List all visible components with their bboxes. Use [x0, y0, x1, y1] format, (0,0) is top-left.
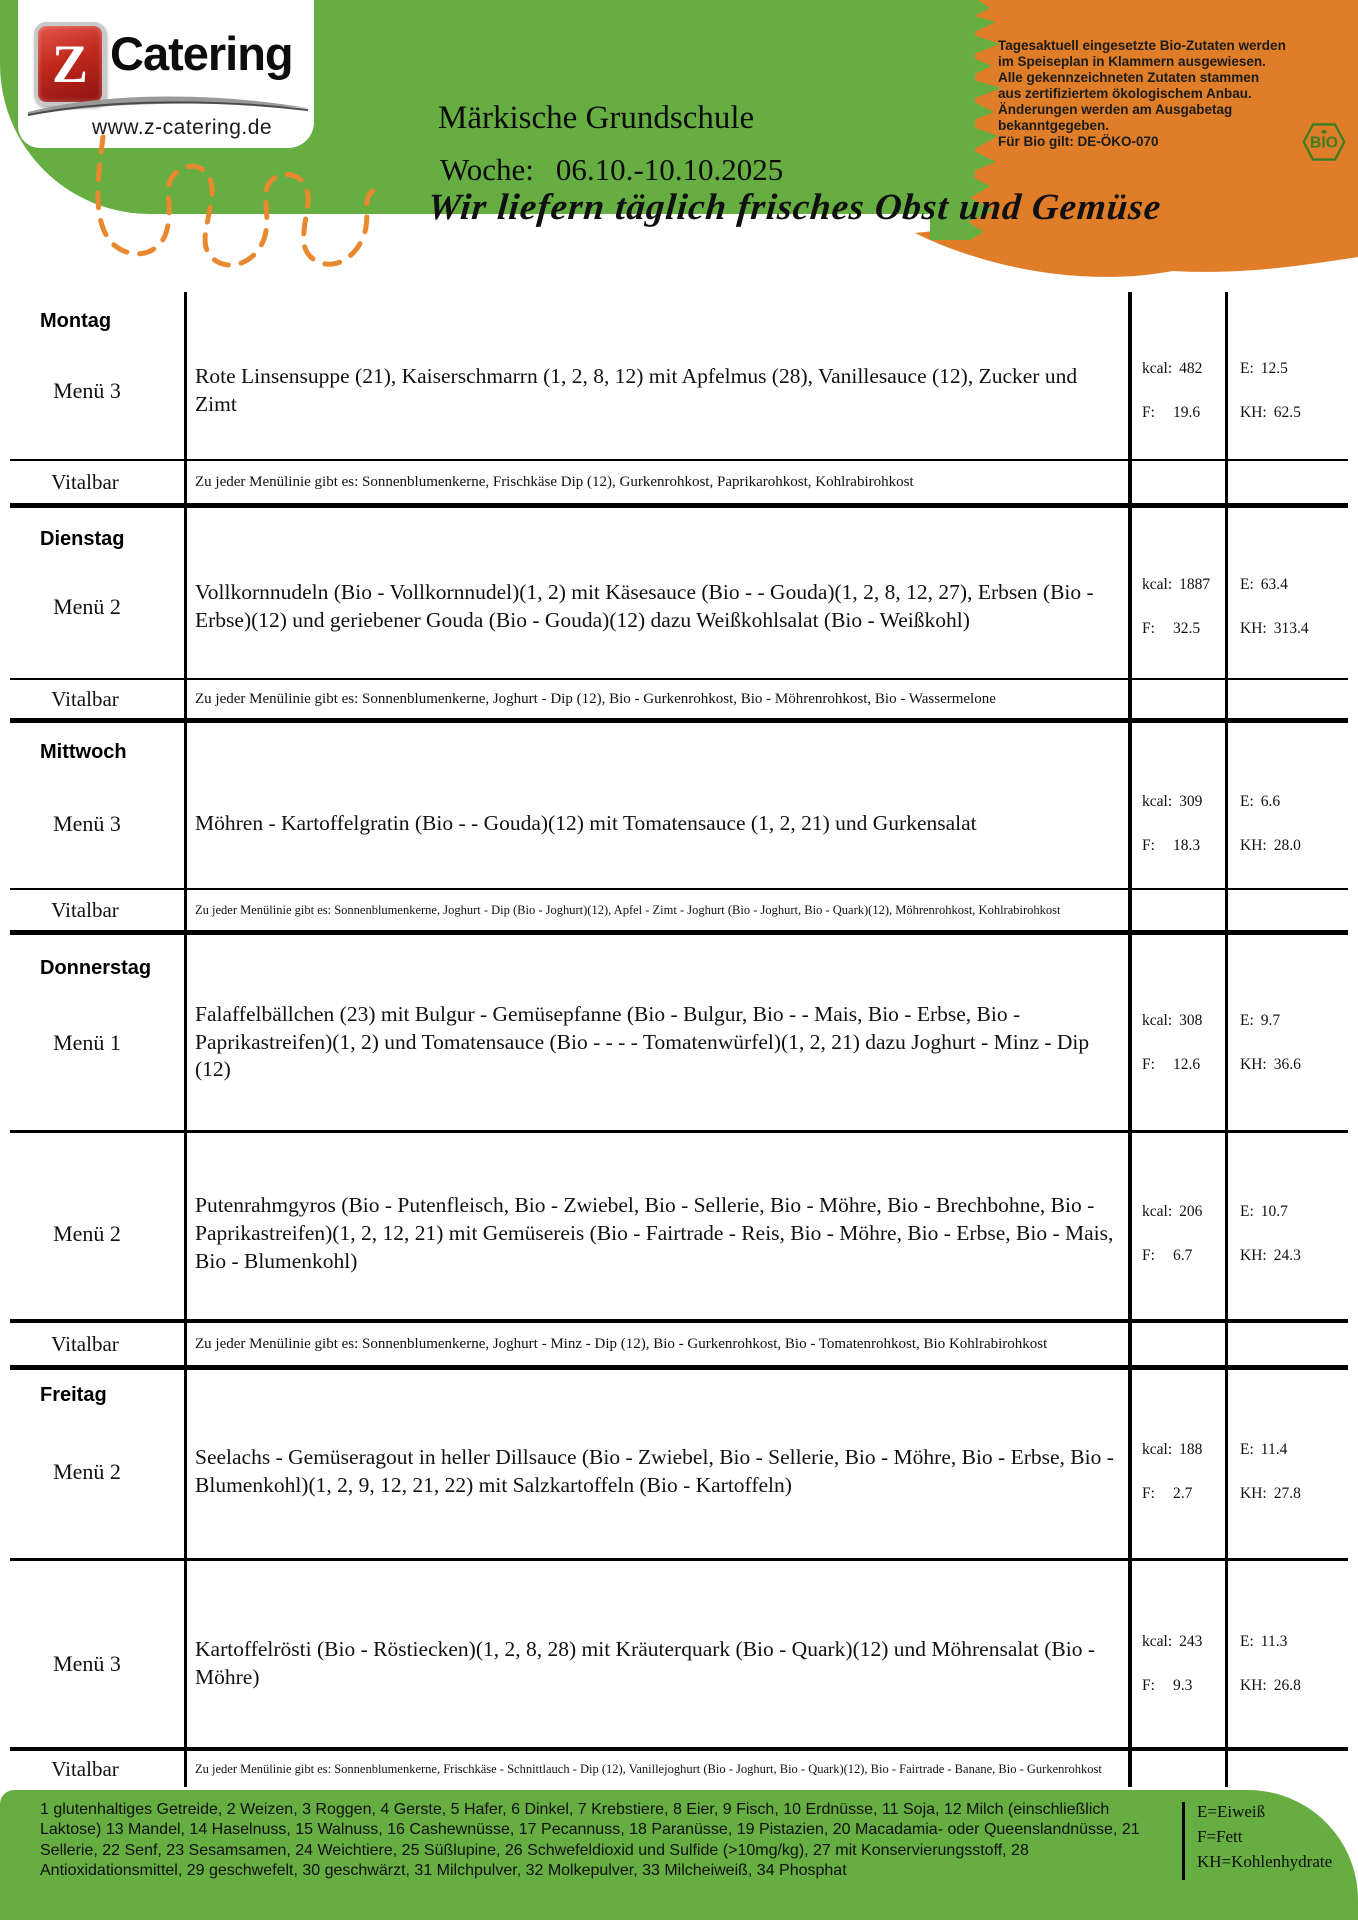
menu-description: Falaffelbällchen (23) mit Bulgur - Gemüsepfanne (Bio - Bulgur, Bio - - Mais, Bio - Erbse, Bio - Paprikastreifen)(1, 2) und Tomatensauce (Bio - - - - Tomatenwürfel)(1, 2, 21) dazu Joghurt - Minz - Dip (12) — [195, 1001, 1090, 1082]
day-label: Montag — [40, 310, 112, 332]
menu-row — [10, 508, 1348, 678]
fat-value: F: 2.7 — [1142, 1485, 1193, 1502]
vitalbar-row — [10, 888, 1348, 930]
menu-description: Rote Linsensuppe (21), Kaiserschmarrn (1, 2, 8, 12) mit Apfelmus (28), Vanillesauce (12), Zucker und Zimt — [195, 363, 1078, 416]
legend-carbs: KH=Kohlenhydrate — [1197, 1852, 1333, 1871]
nutrition-legend — [1182, 1802, 1332, 1880]
brand-name: Catering — [110, 27, 293, 80]
fat-value: F: 9.3 — [1142, 1677, 1193, 1694]
allergen-list: 1 glutenhaltiges Getreide, 2 Weizen, 3 Roggen, 4 Gerste, 5 Hafer, 6 Dinkel, 7 Krebstiere, 8 Eier, 9 Fisch, 10 Erdnüsse, 11 Soja, 12 Milch (einschließlich Laktose) 13 Mandel, 14 Haselnuss, 15 Walnuss, 16 Cashewnüsse, 17 Pecannuss, 18 Paranüsse, 19 Pistazien, 20 Macadamia- oder Queenslandnüsse, 21 Sellerie, 22 Senf, 23 Sesamsamen, 24 Weichtiere, 25 Süßlupine, 26 Schwefeldioxid und Sulfide (>10mg/kg), 27 mit Konservierungsstoff, 28 Antioxidationsmittel, 29 geschwefelt, 30 geschwärzt, 31 Milchpulver, 32 Molkepulver, 33 Milcheiweiß, 34 Phosphat — [40, 1801, 1140, 1879]
menu-label: Menü 3 — [53, 377, 121, 403]
tagline: Wir liefern täglich frisches Obst und Gemüse — [426, 187, 1164, 228]
carbs-value: KH: 24.3 — [1240, 1247, 1301, 1264]
kcal-value: kcal: 482 — [1142, 359, 1203, 377]
fat-value: F: 32.5 — [1142, 620, 1201, 637]
day-section-mittwoch — [10, 723, 1348, 935]
menu-description: Putenrahmgyros (Bio - Putenfleisch, Bio - Zwiebel, Bio - Sellerie, Bio - Möhre, Bio - Brechbohne, Bio - Paprikastreifen)(1, 2, 12, 21) mit Gemüsereis (Bio - Fairtrade - Reis, Bio - Möhre, Bio - Erbse, Bio - Mais, Bio - Blumenkohl) — [195, 1193, 1114, 1273]
menu-row — [10, 935, 1348, 1130]
menu-label: Menü 2 — [53, 594, 121, 619]
day-section-dienstag — [10, 508, 1348, 723]
menu-description: Möhren - Kartoffelgratin (Bio - - Gouda)(12) mit Tomatensauce (1, 2, 21) und Gurkensalat — [195, 810, 977, 835]
carbs-value: KH: 62.5 — [1240, 403, 1301, 421]
menu-label: Menü 2 — [53, 1221, 121, 1246]
bio-notice-line: Änderungen werden am Ausgabetag — [998, 101, 1233, 117]
weekly-menu-table — [10, 292, 1348, 1787]
week-label: Woche: — [440, 152, 534, 187]
protein-value: E: 11.4 — [1240, 1441, 1288, 1458]
menu-label: Menü 2 — [53, 1459, 121, 1484]
school-name: Märkische Grundschule — [438, 100, 755, 136]
vitalbar-row — [10, 1319, 1348, 1365]
kcal-value: kcal: 243 — [1142, 1633, 1203, 1650]
menu-row — [10, 1558, 1348, 1747]
vitalbar-label: Vitalbar — [51, 1756, 119, 1781]
carbs-value: KH: 28.0 — [1240, 836, 1301, 854]
brand-website: www.z-catering.de — [92, 116, 273, 139]
logo-letter: Z — [51, 34, 89, 94]
vitalbar-label: Vitalbar — [51, 1331, 119, 1356]
svg-text:BIO: BIO — [1310, 134, 1338, 152]
vitalbar-text: Zu jeder Menülinie gibt es: Sonnenblumenkerne, Joghurt - Minz - Dip (12), Bio - Gurkenrohkost, Bio - Tomatenrohkost, Bio Kohlrabirohkost — [195, 1336, 1048, 1352]
vitalbar-text: Zu jeder Menülinie gibt es: Sonnenblumenkerne, Frischkäse Dip (12), Gurkenrohkost, Paprikarohkost, Kohlrabirohkost — [195, 474, 914, 490]
vitalbar-text: Zu jeder Menülinie gibt es: Sonnenblumenkerne, Joghurt - Dip (Bio - Joghurt)(12), Apfel - Zimt - Joghurt (Bio - Joghurt, Bio - Quark)(12), Möhrenrohkost, Kohlrabirohkost — [195, 902, 1061, 917]
legend-protein: E=Eiweiß — [1197, 1802, 1266, 1821]
vitalbar-text: Zu jeder Menülinie gibt es: Sonnenblumenkerne, Frischkäse - Schnittlauch - Dip (12), Vanillejoghurt (Bio - Joghurt, Bio - Quark)(12), Bio - Fairtrade - Banane, Bio - Gurkenrohkost — [195, 1761, 1102, 1776]
day-section-montag — [10, 292, 1348, 508]
dashed-flourish-decoration — [80, 125, 500, 285]
bio-notice-line: bekanntgegeben. — [998, 117, 1110, 133]
protein-value: E: 11.3 — [1240, 1633, 1288, 1650]
carbs-value: KH: 26.8 — [1240, 1677, 1301, 1694]
orange-brush-swash — [915, 231, 1358, 301]
kcal-value: kcal: 1887 — [1142, 576, 1211, 593]
carbs-value: KH: 313.4 — [1240, 620, 1309, 637]
bio-notice-line: Alle gekennzeichneten Zutaten stammen — [998, 69, 1260, 85]
bio-notice-line: Tagesaktuell eingesetzte Bio-Zutaten werden — [998, 38, 1286, 53]
menu-row — [10, 723, 1348, 888]
day-label: Freitag — [40, 1384, 107, 1406]
kcal-value: kcal: 309 — [1142, 792, 1203, 810]
menu-row — [10, 292, 1348, 459]
fat-value: F: 6.7 — [1142, 1247, 1193, 1264]
vitalbar-row — [10, 678, 1348, 718]
menu-label: Menü 3 — [53, 810, 121, 836]
week-value: 06.10.-10.10.2025 — [555, 152, 784, 187]
protein-value: E: 9.7 — [1240, 1011, 1281, 1029]
vitalbar-label: Vitalbar — [51, 469, 119, 494]
day-section-donnerstag — [10, 935, 1348, 1370]
fat-value: F: 12.6 — [1142, 1055, 1201, 1073]
menu-description: Seelachs - Gemüseragout in heller Dillsauce (Bio - Zwiebel, Bio - Sellerie, Bio - Möhre, Bio - Erbse, Bio - Blumenkohl)(1, 2, 9, 12, 21, 22) mit Salzkartoffeln (Bio - Kartoffeln) — [195, 1445, 1114, 1497]
kcal-value: kcal: 308 — [1142, 1011, 1203, 1029]
footer — [0, 1790, 1358, 1920]
day-label: Dienstag — [40, 528, 125, 550]
bio-seal-icon — [1296, 118, 1352, 166]
protein-value: E: 12.5 — [1240, 359, 1288, 377]
legend-fat: F=Fett — [1197, 1827, 1243, 1846]
kcal-value: kcal: 206 — [1142, 1203, 1203, 1220]
bio-notice-line: aus zertifiziertem ökologischem Anbau. — [998, 85, 1252, 101]
protein-value: E: 6.6 — [1240, 792, 1281, 810]
bio-notice-line: Für Bio gilt: DE-ÖKO-070 — [998, 133, 1159, 149]
kcal-value: kcal: 188 — [1142, 1441, 1203, 1458]
day-label: Mittwoch — [40, 741, 127, 763]
menu-description: Kartoffelrösti (Bio - Röstiecken)(1, 2, 8, 28) mit Kräuterquark (Bio - Quark)(12) und Möhrensalat (Bio - Möhre) — [195, 1637, 1095, 1689]
day-label: Donnerstag — [40, 957, 152, 979]
vitalbar-text: Zu jeder Menülinie gibt es: Sonnenblumenkerne, Joghurt - Dip (12), Bio - Gurkenrohkost, Bio - Möhrenrohkost, Bio - Wassermelone — [195, 691, 996, 707]
carbs-value: KH: 36.6 — [1240, 1055, 1301, 1073]
vitalbar-row — [10, 1747, 1348, 1787]
bio-notice — [998, 38, 1308, 149]
fat-value: F: 19.6 — [1142, 403, 1201, 421]
menu-row — [10, 1130, 1348, 1319]
menu-description: Vollkornnudeln (Bio - Vollkornnudel)(1, 2) mit Käsesauce (Bio - - Gouda)(1, 2, 8, 12, 27), Erbsen (Bio - Erbse)(12) und geriebener Gouda (Bio - Gouda)(12) dazu Weißkohlsalat (Bio - Weißkohl) — [195, 580, 1094, 632]
fat-value: F: 18.3 — [1142, 836, 1201, 854]
menu-row — [10, 1370, 1348, 1558]
carbs-value: KH: 27.8 — [1240, 1485, 1301, 1502]
protein-value: E: 63.4 — [1240, 576, 1288, 593]
menu-label: Menü 3 — [53, 1651, 121, 1676]
vitalbar-label: Vitalbar — [51, 686, 119, 711]
bio-notice-line: im Speiseplan in Klammern ausgewiesen. — [998, 53, 1266, 69]
vitalbar-label: Vitalbar — [51, 897, 119, 922]
menu-label: Menü 1 — [53, 1029, 121, 1055]
protein-value: E: 10.7 — [1240, 1203, 1288, 1220]
vitalbar-row — [10, 459, 1348, 503]
header — [0, 0, 1358, 300]
day-section-freitag — [10, 1370, 1348, 1787]
